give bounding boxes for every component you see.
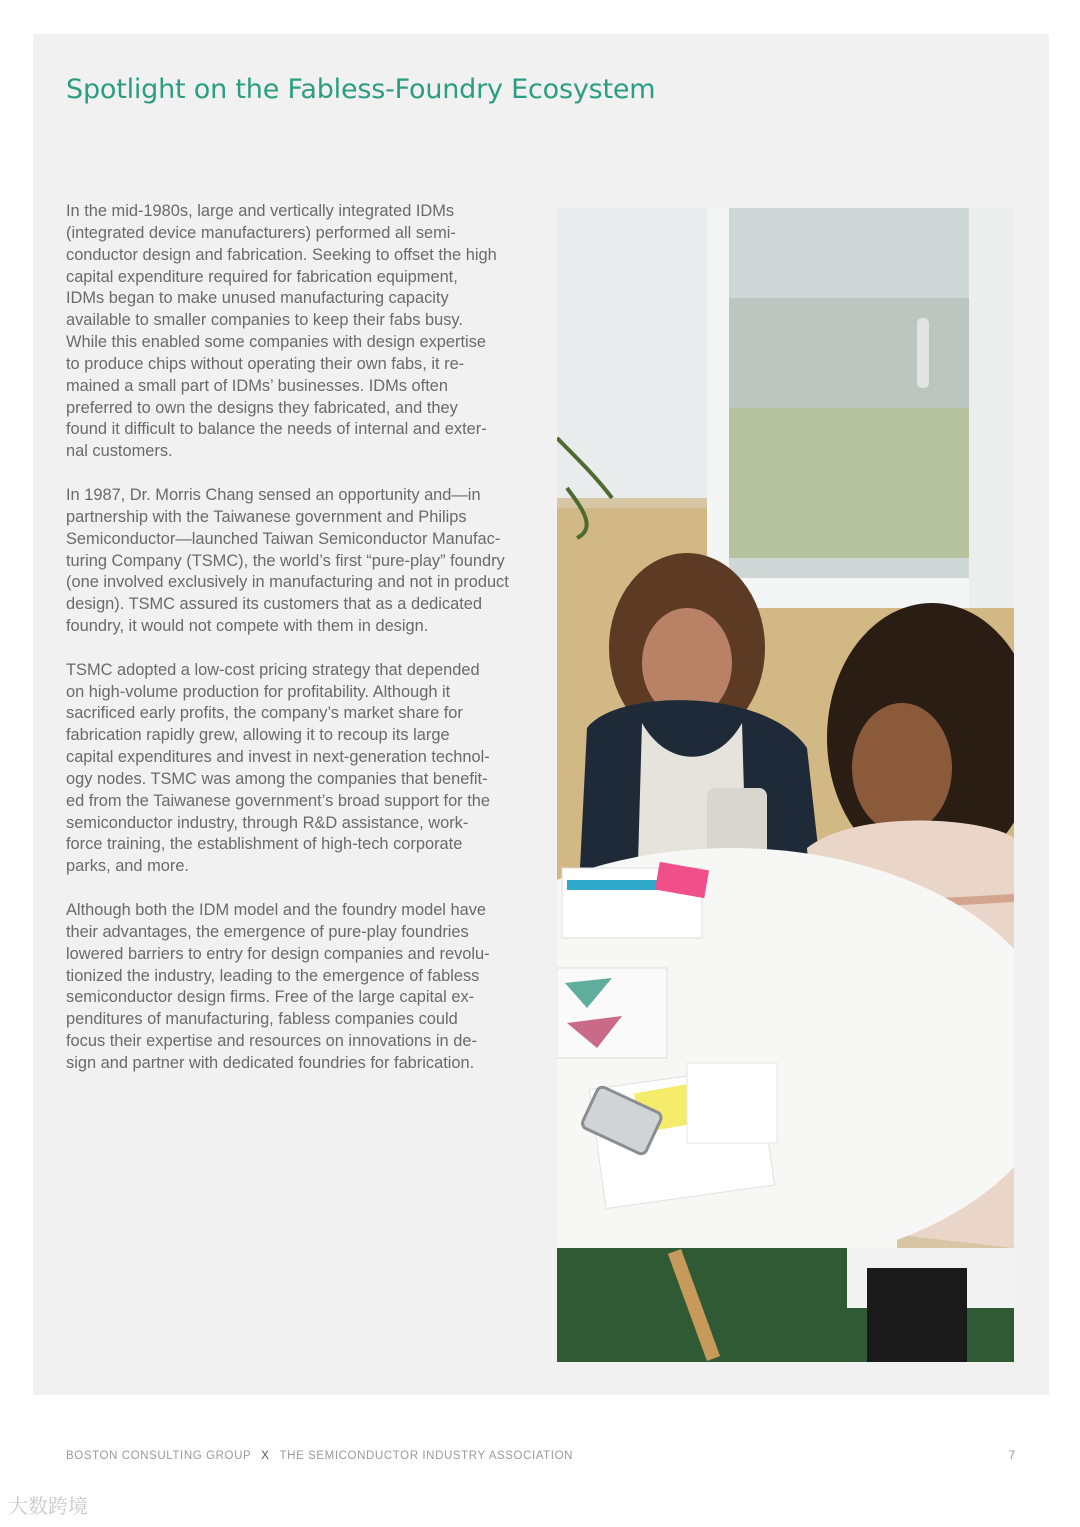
body-line: In the mid-1980s, large and vertically integrated IDMs: [66, 202, 455, 220]
body-line: ed from the Taiwanese government’s broad support for the: [66, 791, 490, 810]
body-line: Although both the IDM model and the foundry model have: [66, 901, 487, 919]
body-line: IDMs began to make unused manufacturing capacity: [66, 289, 449, 308]
body-line: available to smaller companies to keep their fabs busy.: [66, 311, 463, 330]
body-line: In 1987, Dr. Morris Chang sensed an opportunity and—in: [66, 485, 481, 504]
body-line: semiconductor design firms. Free of the large capital ex-: [66, 988, 475, 1007]
body-line: focus their expertise and resources on innovations in de-: [66, 1032, 477, 1051]
body-line: force training, the establishment of high-tech corporate: [66, 835, 463, 854]
footer-org-right: THE SEMICONDUCTOR INDUSTRY ASSOCIATION: [279, 1450, 574, 1462]
body-line: (integrated device manufacturers) performed all semi-: [66, 223, 456, 242]
page-number: 7: [1008, 1450, 1015, 1462]
body-line: on high-volume production for profitability. Although it: [66, 682, 451, 701]
body-line: sign and partner with dedicated foundries for fabrication.: [66, 1053, 475, 1072]
body-line: to produce chips without operating their own fabs, it re-: [66, 354, 465, 373]
body-line: penditures of manufacturing, fabless companies could: [66, 1010, 458, 1029]
body-line: capital expenditure required for fabrication equipment,: [66, 267, 458, 286]
body-line: found it difficult to balance the needs of internal and exter-: [66, 420, 487, 439]
body-line: conductor design and fabrication. Seeking to offset the high: [66, 245, 497, 264]
footer: [66, 1450, 573, 1462]
body-line: preferred to own the designs they fabricated, and they: [66, 398, 458, 417]
body-line: Semiconductor—launched Taiwan Semiconductor Manufac-: [66, 529, 501, 548]
body-line: ogy nodes. TSMC was among the companies that benefit-: [66, 769, 488, 788]
body-paragraph: [66, 900, 536, 1075]
body-line: tionized the industry, leading to the emergence of fabless: [66, 966, 480, 985]
body-line: TSMC adopted a low-cost pricing strategy that depended: [66, 660, 480, 679]
body-paragraph: [66, 485, 536, 638]
body-line: mained a small part of IDMs’ businesses. IDMs often: [66, 376, 448, 395]
body-paragraph: [66, 201, 536, 463]
body-line: semiconductor industry, through R&D assistance, work-: [66, 813, 469, 832]
body-line: capital expenditures and invest in next-generation technol-: [66, 748, 490, 767]
footer-separator: X: [261, 1450, 270, 1462]
article-body: [66, 201, 536, 1097]
body-paragraph: [66, 660, 536, 878]
body-line: sacrificed early profits, the company’s market share for: [66, 704, 463, 723]
watermark: 大数跨境: [8, 1494, 88, 1518]
body-line: design). TSMC assured its customers that as a dedicated: [66, 595, 483, 614]
body-line: parks, and more.: [66, 857, 189, 876]
body-line: (one involved exclusively in manufacturing and not in product: [66, 573, 509, 592]
footer-org-left: BOSTON CONSULTING GROUP: [66, 1450, 252, 1462]
body-line: foundry, it would not compete with them in design.: [66, 617, 429, 636]
body-line: partnership with the Taiwanese government and Philips: [66, 507, 467, 526]
body-line: nal customers.: [66, 442, 173, 461]
page-title: Spotlight on the Fabless-Foundry Ecosystem: [66, 74, 656, 105]
body-line: their advantages, the emergence of pure-play foundries: [66, 922, 469, 941]
body-line: fabrication rapidly grew, allowing it to recoup its large: [66, 726, 450, 745]
office-photo: [557, 208, 1014, 1362]
body-line: turing Company (TSMC), the world’s first “pure-play” foundry: [66, 551, 505, 570]
body-line: While this enabled some companies with design expertise: [66, 333, 487, 352]
body-line: lowered barriers to entry for design companies and revolu-: [66, 944, 490, 963]
